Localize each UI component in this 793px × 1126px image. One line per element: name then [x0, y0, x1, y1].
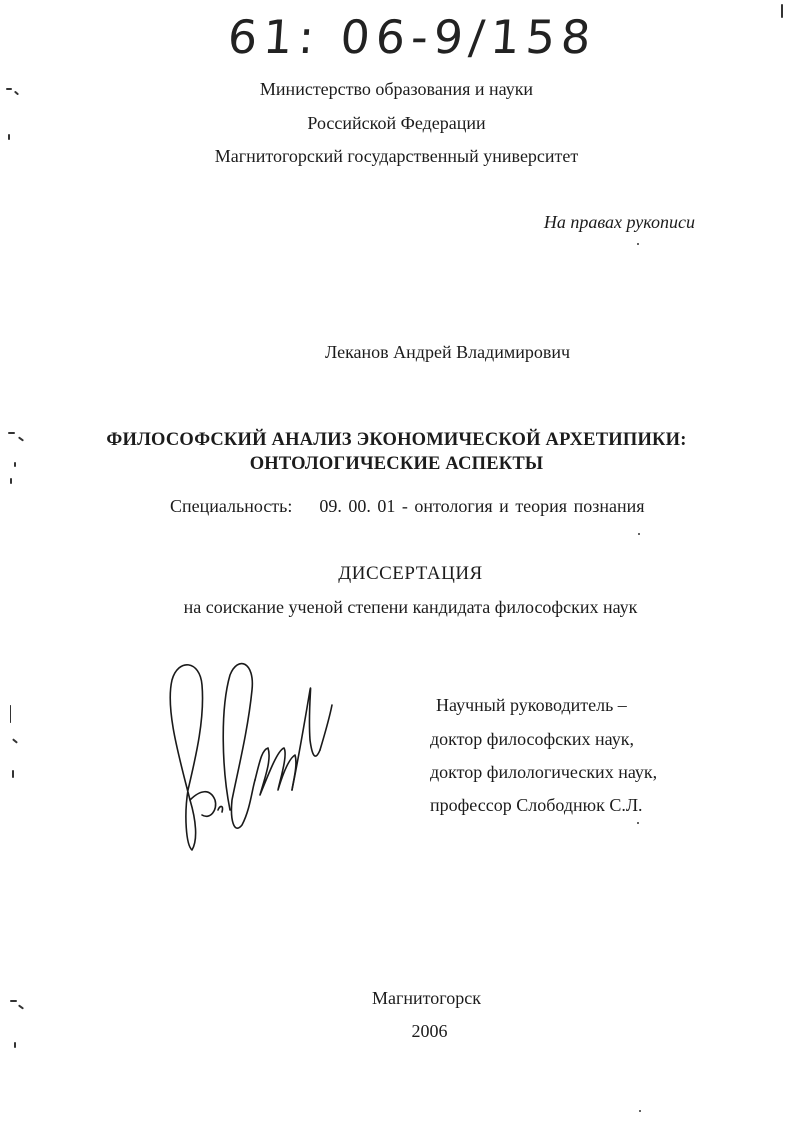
specialty-code: 09. 00. 01: [319, 496, 396, 516]
scan-speck: [637, 822, 639, 824]
scan-speck: [18, 1004, 24, 1009]
scan-speck: [10, 478, 12, 484]
scan-speck: [10, 1000, 17, 1002]
scan-speck: [8, 432, 15, 434]
specialty-line: [170, 495, 645, 517]
scan-speck: [638, 533, 640, 535]
degree-line: на соискание ученой степени кандидата философских наук: [183, 597, 638, 617]
specialty-name: - онтология и теория познания: [401, 496, 645, 516]
university-line: Магнитогорский государственный университет: [214, 146, 579, 166]
scan-speck: [10, 705, 11, 723]
supervisor-degree-1: доктор философских наук,: [430, 729, 634, 749]
scan-speck: [639, 1110, 641, 1112]
scan-speck: [8, 134, 10, 140]
scan-speck: [6, 88, 12, 90]
archive-code: 61: 06-9/158: [226, 10, 599, 64]
scan-speck: [12, 738, 18, 743]
scan-speck: [14, 462, 16, 467]
ministry-line: Министерство образования и науки: [259, 79, 534, 99]
country-line: Российской Федерации: [307, 113, 486, 133]
footer-city: Магнитогорск: [372, 988, 481, 1008]
thesis-title-line-1: ФИЛОСОФСКИЙ АНАЛИЗ ЭКОНОМИЧЕСКОЙ АРХЕТИПИКИ:: [106, 430, 687, 450]
scan-speck: [12, 770, 14, 778]
scan-speck: [14, 1042, 16, 1048]
specialty-label: Специальность:: [170, 496, 293, 516]
thesis-title-line-2: ОНТОЛОГИЧЕСКИЕ АСПЕКТЫ: [249, 454, 544, 474]
supervisor-title-name: профессор Слободнюк С.Л.: [430, 795, 643, 815]
signature-graphic: [160, 650, 350, 860]
author-name: Леканов Андрей Владимирович: [325, 342, 571, 362]
supervisor-degree-2: доктор филологических наук,: [430, 762, 658, 782]
footer-year: 2006: [411, 1021, 448, 1041]
document-type: ДИССЕРТАЦИЯ: [338, 563, 483, 584]
rights-notice: На правах рукописи: [543, 212, 695, 232]
scan-speck: [781, 4, 783, 18]
scan-speck: [637, 243, 639, 245]
supervisor-role: Научный руководитель –: [436, 695, 627, 715]
